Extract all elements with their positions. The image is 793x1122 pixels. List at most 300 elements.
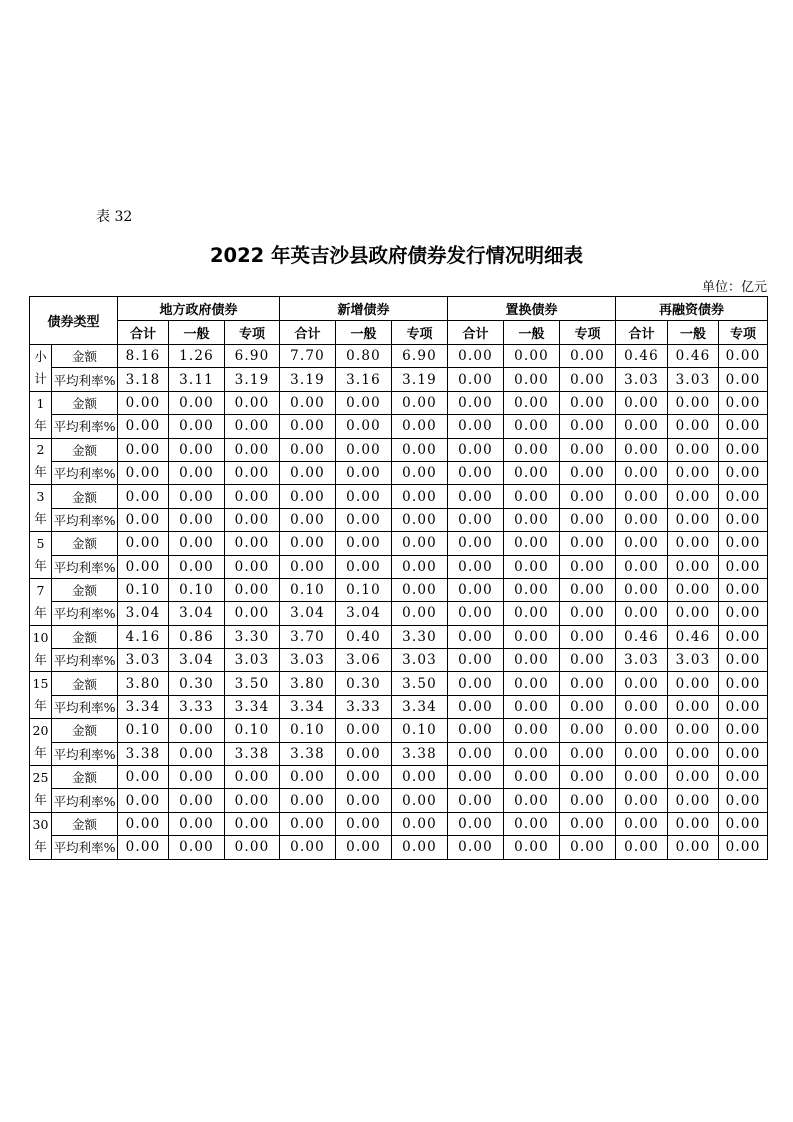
- rate-cell: 0.00: [225, 836, 280, 859]
- sub-header-special: 专项: [719, 321, 768, 345]
- amount-cell: 0.00: [616, 719, 668, 742]
- amount-cell: 0.00: [118, 438, 169, 461]
- amount-cell: 0.00: [118, 485, 169, 508]
- amount-cell: 0.00: [280, 812, 336, 835]
- amount-cell: 0.00: [225, 532, 280, 555]
- document-title: 2022 年英吉沙县政府债券发行情况明细表: [209, 244, 584, 267]
- rate-cell: 0.00: [560, 602, 616, 625]
- amount-cell: 3.30: [392, 625, 448, 648]
- sub-header-special: 专项: [225, 321, 280, 345]
- rate-cell: 0.00: [392, 461, 448, 484]
- table-row: [30, 649, 768, 672]
- rate-cell: 0.00: [504, 461, 560, 484]
- rate-cell: 0.00: [560, 742, 616, 765]
- rate-cell: 3.04: [280, 602, 336, 625]
- rate-cell: 0.00: [448, 742, 504, 765]
- amount-cell: 0.00: [668, 438, 719, 461]
- amount-cell: 3.80: [118, 672, 169, 695]
- rate-cell: 0.00: [280, 555, 336, 578]
- amount-cell: 0.00: [668, 578, 719, 601]
- rate-cell: 3.34: [225, 695, 280, 718]
- table-row: [30, 508, 768, 531]
- table-row: [30, 391, 768, 414]
- rate-cell: 0.00: [280, 508, 336, 531]
- rate-cell: 3.03: [668, 368, 719, 391]
- sub-header-special: 专项: [392, 321, 448, 345]
- corner-header: 债券类型: [30, 297, 118, 345]
- rate-cell: 0.00: [392, 836, 448, 859]
- rate-cell: 3.38: [225, 742, 280, 765]
- amount-cell: 0.00: [336, 485, 392, 508]
- rate-cell: 0.00: [280, 836, 336, 859]
- amount-cell: 3.50: [225, 672, 280, 695]
- amount-cell: 0.00: [560, 345, 616, 368]
- rate-cell: 3.03: [225, 649, 280, 672]
- period-label: 年: [34, 511, 47, 527]
- period-label: 2: [36, 442, 45, 458]
- amount-cell: 0.00: [504, 766, 560, 789]
- rate-cell: 3.19: [280, 368, 336, 391]
- amount-cell: 0.00: [448, 719, 504, 742]
- amount-cell: 0.00: [448, 766, 504, 789]
- amount-cell: 0.00: [280, 438, 336, 461]
- period-label: 年: [34, 651, 47, 667]
- period-label: 小: [34, 348, 47, 364]
- amount-cell: 0.00: [169, 391, 225, 414]
- period-cell: [30, 766, 52, 813]
- rate-cell: 0.00: [280, 461, 336, 484]
- rate-cell: 0.00: [169, 461, 225, 484]
- amount-cell: 0.00: [616, 766, 668, 789]
- rate-cell: 3.04: [169, 649, 225, 672]
- rate-cell: 3.34: [118, 695, 169, 718]
- period-cell: [30, 719, 52, 766]
- amount-cell: 0.00: [225, 438, 280, 461]
- header-row-groups: [30, 297, 768, 321]
- rate-cell: 0.00: [560, 461, 616, 484]
- amount-cell: 0.10: [280, 719, 336, 742]
- table-row: [30, 625, 768, 648]
- rate-cell: 3.06: [336, 649, 392, 672]
- amount-cell: 0.00: [616, 485, 668, 508]
- sub-header-general: 一般: [504, 321, 560, 345]
- amount-cell: 0.00: [616, 391, 668, 414]
- amount-cell: 0.10: [118, 578, 169, 601]
- amount-cell: 0.00: [560, 391, 616, 414]
- rate-cell: 0.00: [392, 415, 448, 438]
- rate-cell: 0.00: [225, 602, 280, 625]
- amount-cell: 0.00: [560, 812, 616, 835]
- period-label: 30: [32, 816, 49, 832]
- amount-cell: 0.00: [392, 532, 448, 555]
- rate-cell: 0.00: [616, 415, 668, 438]
- amount-cell: 0.00: [336, 812, 392, 835]
- rate-cell: 0.00: [118, 461, 169, 484]
- rate-cell: 0.00: [448, 555, 504, 578]
- rate-cell: 0.00: [668, 836, 719, 859]
- rate-cell: 0.00: [336, 836, 392, 859]
- indicator-rate-label: 平均利率%: [52, 508, 118, 531]
- indicator-amount-label: 金额: [52, 766, 118, 789]
- period-cell: [30, 391, 52, 438]
- rate-cell: 0.00: [225, 555, 280, 578]
- rate-cell: 0.00: [392, 555, 448, 578]
- rate-cell: 0.00: [504, 555, 560, 578]
- rate-cell: 0.00: [616, 555, 668, 578]
- period-label: 年: [34, 791, 47, 807]
- amount-cell: 0.00: [668, 391, 719, 414]
- period-cell: [30, 672, 52, 719]
- amount-cell: 0.00: [668, 532, 719, 555]
- amount-cell: 0.00: [668, 672, 719, 695]
- amount-cell: 3.50: [392, 672, 448, 695]
- amount-cell: 0.46: [668, 345, 719, 368]
- amount-cell: 0.00: [392, 438, 448, 461]
- rate-cell: 0.00: [448, 602, 504, 625]
- table-row: [30, 766, 768, 789]
- table-number-label: 表 32: [96, 209, 133, 225]
- period-label: 1: [36, 395, 45, 411]
- indicator-rate-label: 平均利率%: [52, 461, 118, 484]
- amount-cell: 0.00: [392, 485, 448, 508]
- rate-cell: 0.00: [392, 789, 448, 812]
- group-header-replacement: 置换债券: [448, 297, 616, 321]
- rate-cell: 0.00: [448, 368, 504, 391]
- amount-cell: 0.00: [280, 766, 336, 789]
- rate-cell: 0.00: [504, 602, 560, 625]
- period-label: 年: [34, 745, 47, 761]
- amount-cell: 0.00: [392, 391, 448, 414]
- amount-cell: 0.00: [280, 391, 336, 414]
- period-label: 15: [32, 676, 49, 692]
- table-row: [30, 578, 768, 601]
- amount-cell: 0.00: [668, 766, 719, 789]
- rate-cell: 0.00: [448, 649, 504, 672]
- period-cell: [30, 625, 52, 672]
- amount-cell: 0.80: [336, 345, 392, 368]
- rate-cell: 0.00: [504, 836, 560, 859]
- rate-cell: 0.00: [504, 368, 560, 391]
- amount-cell: 0.00: [616, 438, 668, 461]
- amount-cell: 0.00: [118, 391, 169, 414]
- rate-cell: 0.00: [448, 461, 504, 484]
- amount-cell: 0.00: [448, 578, 504, 601]
- amount-cell: 0.00: [504, 438, 560, 461]
- rate-cell: 3.03: [616, 649, 668, 672]
- sub-header-total: 合计: [448, 321, 504, 345]
- rate-cell: 0.00: [668, 508, 719, 531]
- rate-cell: 3.04: [336, 602, 392, 625]
- amount-cell: 0.00: [719, 812, 768, 835]
- rate-cell: 0.00: [719, 836, 768, 859]
- rate-cell: 3.16: [336, 368, 392, 391]
- amount-cell: 0.10: [225, 719, 280, 742]
- amount-cell: 0.00: [719, 345, 768, 368]
- table-row: [30, 695, 768, 718]
- period-cell: [30, 578, 52, 625]
- amount-cell: 4.16: [118, 625, 169, 648]
- rate-cell: 0.00: [118, 555, 169, 578]
- indicator-rate-label: 平均利率%: [52, 695, 118, 718]
- period-label: 20: [32, 723, 49, 739]
- amount-cell: 0.00: [719, 391, 768, 414]
- amount-cell: 0.00: [560, 438, 616, 461]
- indicator-rate-label: 平均利率%: [52, 415, 118, 438]
- rate-cell: 0.00: [448, 508, 504, 531]
- amount-cell: 0.00: [169, 438, 225, 461]
- amount-cell: 0.00: [719, 578, 768, 601]
- amount-cell: 6.90: [225, 345, 280, 368]
- period-label: 3: [36, 489, 45, 505]
- amount-cell: 0.10: [392, 719, 448, 742]
- rate-cell: 0.00: [169, 742, 225, 765]
- group-header-refinancing: 再融资债券: [616, 297, 768, 321]
- rate-cell: 0.00: [118, 836, 169, 859]
- rate-cell: 0.00: [560, 649, 616, 672]
- amount-cell: 0.00: [118, 532, 169, 555]
- amount-cell: 0.00: [504, 532, 560, 555]
- rate-cell: 3.11: [169, 368, 225, 391]
- rate-cell: 3.04: [169, 602, 225, 625]
- indicator-rate-label: 平均利率%: [52, 368, 118, 391]
- amount-cell: 0.00: [616, 672, 668, 695]
- period-label: 年: [34, 698, 47, 714]
- indicator-amount-label: 金额: [52, 438, 118, 461]
- table-row: [30, 672, 768, 695]
- amount-cell: 0.00: [118, 766, 169, 789]
- header-row-subs: [30, 321, 768, 345]
- rate-cell: 0.00: [169, 555, 225, 578]
- amount-cell: 0.00: [169, 485, 225, 508]
- rate-cell: 0.00: [336, 508, 392, 531]
- period-label: 年: [34, 558, 47, 574]
- amount-cell: 0.00: [560, 719, 616, 742]
- table-row: [30, 555, 768, 578]
- rate-cell: 0.00: [504, 415, 560, 438]
- amount-cell: 0.00: [668, 812, 719, 835]
- rate-cell: 0.00: [280, 415, 336, 438]
- group-header-local: 地方政府债券: [118, 297, 280, 321]
- rate-cell: 0.00: [448, 789, 504, 812]
- indicator-amount-label: 金额: [52, 345, 118, 368]
- table-body: [30, 345, 768, 860]
- amount-cell: 0.00: [560, 485, 616, 508]
- rate-cell: 3.03: [280, 649, 336, 672]
- amount-cell: 0.00: [336, 719, 392, 742]
- amount-cell: 0.00: [560, 766, 616, 789]
- amount-cell: 0.30: [336, 672, 392, 695]
- rate-cell: 3.03: [392, 649, 448, 672]
- amount-cell: 0.00: [719, 438, 768, 461]
- rate-cell: 0.00: [616, 602, 668, 625]
- rate-cell: 0.00: [668, 789, 719, 812]
- amount-cell: 0.00: [336, 532, 392, 555]
- amount-cell: 0.00: [560, 672, 616, 695]
- rate-cell: 0.00: [169, 508, 225, 531]
- period-label: 25: [32, 769, 49, 785]
- period-cell: [30, 438, 52, 485]
- amount-cell: 0.00: [616, 812, 668, 835]
- indicator-amount-label: 金额: [52, 532, 118, 555]
- rate-cell: 0.00: [616, 742, 668, 765]
- rate-cell: 0.00: [169, 789, 225, 812]
- indicator-rate-label: 平均利率%: [52, 789, 118, 812]
- amount-cell: 3.70: [280, 625, 336, 648]
- rate-cell: 0.00: [560, 368, 616, 391]
- rate-cell: 0.00: [225, 508, 280, 531]
- rate-cell: 3.33: [169, 695, 225, 718]
- amount-cell: 7.70: [280, 345, 336, 368]
- period-label: 年: [34, 464, 47, 480]
- rate-cell: 3.03: [118, 649, 169, 672]
- indicator-rate-label: 平均利率%: [52, 836, 118, 859]
- rate-cell: 3.38: [118, 742, 169, 765]
- amount-cell: 0.00: [169, 719, 225, 742]
- amount-cell: 0.00: [560, 625, 616, 648]
- rate-cell: 0.00: [169, 415, 225, 438]
- period-cell: [30, 532, 52, 579]
- amount-cell: 0.00: [169, 766, 225, 789]
- rate-cell: 0.00: [169, 836, 225, 859]
- rate-cell: 3.19: [225, 368, 280, 391]
- indicator-rate-label: 平均利率%: [52, 649, 118, 672]
- amount-cell: 0.40: [336, 625, 392, 648]
- amount-cell: 0.00: [616, 532, 668, 555]
- amount-cell: 0.00: [668, 485, 719, 508]
- amount-cell: 0.00: [504, 485, 560, 508]
- rate-cell: 0.00: [668, 602, 719, 625]
- rate-cell: 0.00: [336, 415, 392, 438]
- rate-cell: 0.00: [225, 415, 280, 438]
- table-row: [30, 368, 768, 391]
- rate-cell: 3.34: [280, 695, 336, 718]
- indicator-amount-label: 金额: [52, 672, 118, 695]
- amount-cell: 0.00: [448, 345, 504, 368]
- rate-cell: 0.00: [118, 415, 169, 438]
- amount-cell: 0.00: [668, 719, 719, 742]
- table-row: [30, 812, 768, 835]
- amount-cell: 0.00: [448, 485, 504, 508]
- sub-header-general: 一般: [668, 321, 719, 345]
- indicator-rate-label: 平均利率%: [52, 602, 118, 625]
- rate-cell: 0.00: [392, 602, 448, 625]
- rate-cell: 3.03: [616, 368, 668, 391]
- amount-cell: 0.00: [336, 438, 392, 461]
- rate-cell: 3.34: [392, 695, 448, 718]
- table-row: [30, 532, 768, 555]
- sub-header-total: 合计: [280, 321, 336, 345]
- amount-cell: 0.00: [719, 532, 768, 555]
- rate-cell: 0.00: [560, 508, 616, 531]
- amount-cell: 0.00: [225, 485, 280, 508]
- amount-cell: 8.16: [118, 345, 169, 368]
- table-row: [30, 415, 768, 438]
- rate-cell: 0.00: [504, 742, 560, 765]
- sub-header-total: 合计: [616, 321, 668, 345]
- rate-cell: 0.00: [616, 461, 668, 484]
- rate-cell: 0.00: [719, 461, 768, 484]
- amount-cell: 0.00: [719, 719, 768, 742]
- amount-cell: 0.00: [169, 812, 225, 835]
- rate-cell: 0.00: [504, 695, 560, 718]
- rate-cell: 0.00: [504, 649, 560, 672]
- rate-cell: 0.00: [560, 555, 616, 578]
- rate-cell: 0.00: [668, 555, 719, 578]
- amount-cell: 0.00: [719, 766, 768, 789]
- rate-cell: 0.00: [336, 555, 392, 578]
- table-row: [30, 345, 768, 368]
- rate-cell: 0.00: [668, 742, 719, 765]
- amount-cell: 0.00: [719, 672, 768, 695]
- amount-cell: 0.00: [504, 625, 560, 648]
- amount-cell: 6.90: [392, 345, 448, 368]
- period-label: 5: [36, 536, 45, 552]
- amount-cell: 0.00: [280, 485, 336, 508]
- amount-cell: 3.30: [225, 625, 280, 648]
- period-label: 计: [34, 370, 47, 386]
- amount-cell: 3.80: [280, 672, 336, 695]
- rate-cell: 0.00: [560, 789, 616, 812]
- amount-cell: 0.00: [225, 766, 280, 789]
- rate-cell: 3.38: [392, 742, 448, 765]
- rate-cell: 0.00: [616, 789, 668, 812]
- amount-cell: 0.00: [225, 812, 280, 835]
- rate-cell: 0.00: [616, 836, 668, 859]
- amount-cell: 0.00: [616, 578, 668, 601]
- table-row: [30, 719, 768, 742]
- sub-header-special: 专项: [560, 321, 616, 345]
- rate-cell: 0.00: [118, 508, 169, 531]
- rate-cell: 0.00: [719, 415, 768, 438]
- indicator-amount-label: 金额: [52, 485, 118, 508]
- rate-cell: 0.00: [719, 789, 768, 812]
- amount-cell: 0.00: [118, 812, 169, 835]
- period-label: 7: [36, 582, 45, 598]
- amount-cell: 1.26: [169, 345, 225, 368]
- amount-cell: 0.46: [668, 625, 719, 648]
- amount-cell: 0.00: [392, 766, 448, 789]
- amount-cell: 0.00: [719, 625, 768, 648]
- amount-cell: 0.00: [448, 812, 504, 835]
- amount-cell: 0.00: [169, 532, 225, 555]
- rate-cell: 0.00: [225, 461, 280, 484]
- amount-cell: 0.10: [280, 578, 336, 601]
- amount-cell: 0.30: [169, 672, 225, 695]
- rate-cell: 3.03: [668, 649, 719, 672]
- amount-cell: 0.00: [448, 672, 504, 695]
- rate-cell: 0.00: [280, 789, 336, 812]
- rate-cell: 0.00: [504, 508, 560, 531]
- sub-header-general: 一般: [336, 321, 392, 345]
- rate-cell: 0.00: [668, 415, 719, 438]
- amount-cell: 0.00: [225, 391, 280, 414]
- amount-cell: 0.00: [448, 438, 504, 461]
- rate-cell: 0.00: [336, 461, 392, 484]
- rate-cell: 0.00: [225, 789, 280, 812]
- indicator-amount-label: 金额: [52, 719, 118, 742]
- rate-cell: 3.33: [336, 695, 392, 718]
- rate-cell: 0.00: [336, 742, 392, 765]
- amount-cell: 0.00: [448, 625, 504, 648]
- amount-cell: 0.00: [560, 532, 616, 555]
- rate-cell: 0.00: [719, 695, 768, 718]
- amount-cell: 0.00: [225, 578, 280, 601]
- indicator-amount-label: 金额: [52, 625, 118, 648]
- rate-cell: 0.00: [448, 695, 504, 718]
- sub-header-general: 一般: [169, 321, 225, 345]
- indicator-amount-label: 金额: [52, 578, 118, 601]
- table-row: [30, 485, 768, 508]
